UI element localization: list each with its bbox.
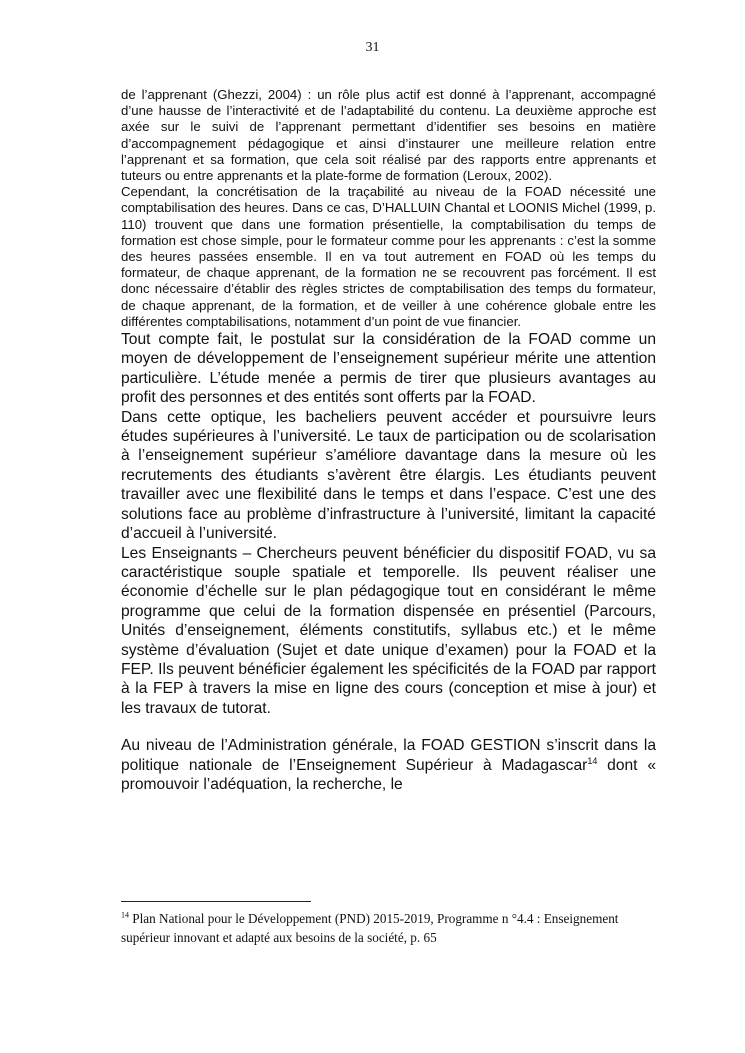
administration-text-start: Au niveau de l’Administration générale, la FOAD GESTION s’inscrit dans la politique nationale de l’Enseignement Supérieur à Madagascar [121,737,656,774]
paragraph-students: Dans cette optique, les bacheliers peuvent accéder et poursuivre leurs études supérieures à l’université. Le taux de participation ou de scolarisation à l’enseignement supérieur s’améliore davantage dans la mesure où les recrutements des étudiants s’avèrent être élargis. Les étudiants peuvent travailler avec une flexibilité dans le temps et dans l’espace. C’est une des solutions face au problème d’infrastructure à l’université, limitant la capacité d’accueil à l’université. [121,408,656,543]
footnote-text: Plan National pour le Développement (PND) 2015-2019, Programme n °4.4 : Enseignement supérieur innovant et adapté aux besoins de la société, p. 65 [121,911,619,945]
footnote-reference[interactable]: 14 [587,755,598,766]
footnote-marker: 14 [121,910,129,920]
paragraph-conclusion: Tout compte fait, le postulat sur la considération de la FOAD comme un moyen de développement de l’enseignement supérieur mérite une attention particulière. L’étude menée a permis de tirer que plusieurs avantages au profit des personnes et des entités sont offerts par la FOAD. [121,331,656,407]
administration-text-end: dont « promouvoir l’adéquation, la recherche, le [121,756,656,793]
paragraph-traceability-approach: de l’apprenant (Ghezzi, 2004) : un rôle plus actif est donné à l’apprenant, accompagné d’une hausse de l’interactivité et de l’adaptabilité du contenu. La deuxième approche est axée sur le suivi de l’apprenant permettant d’identifier ses besoins en matière d’accompagnement pédagogique et ainsi d’instaurer une meilleure relation entre l’apprenant et sa formation, que cela soit réalisé par des rapports entre apprenants et tuteurs ou entre apprenants et la plate-forme de formation (Leroux, 2002). [121,87,656,184]
paragraph-time-accounting: Cependant, la concrétisation de la traçabilité au niveau de la FOAD nécessité une comptabilisation des heures. Dans ce cas, D’HALLUIN Chantal et LOONIS Michel (1999, p. 110) trouvent que dans une formation présentielle, la comptabilisation du temps de formation est chose simple, pour le formateur comme pour les apprenants : c’est la somme des heures passées ensemble. Il en va tout autrement en FOAD où les temps du formateur, de chaque apprenant, de la formation ne se recouvrent pas forcément. Il est donc nécessaire d’établir des règles strictes de comptabilisation des temps du formateur, de chaque apprenant, de la formation, et de veiller à une cohérence globale entre les différentes comptabilisations, notamment d’un point de vue financier. [121,184,656,329]
paragraph-administration [121,736,656,794]
body-text [121,87,656,794]
paragraph-teachers: Les Enseignants – Chercheurs peuvent bénéficier du dispositif FOAD, vu sa caractéristique souple spatiale et temporelle. Ils peuvent réaliser une économie d’échelle sur le plan pédagogique tout en considérant le même programme que celui de la formation dispensée en présentiel (Parcours, Unités d’enseignement, éléments constitutifs, syllabus etc.) et le même système d’évaluation (Sujet et date unique d’examen) pour la FOAD et la FEP. Ils peuvent bénéficier également les spécificités de la FOAD par rapport à la FEP à travers la mise en ligne des cours (conception et mise à jour) et les travaux de tutorat. [121,544,656,717]
footnote [121,910,661,947]
footnote-separator [121,901,311,902]
page-number: 31 [365,40,380,55]
